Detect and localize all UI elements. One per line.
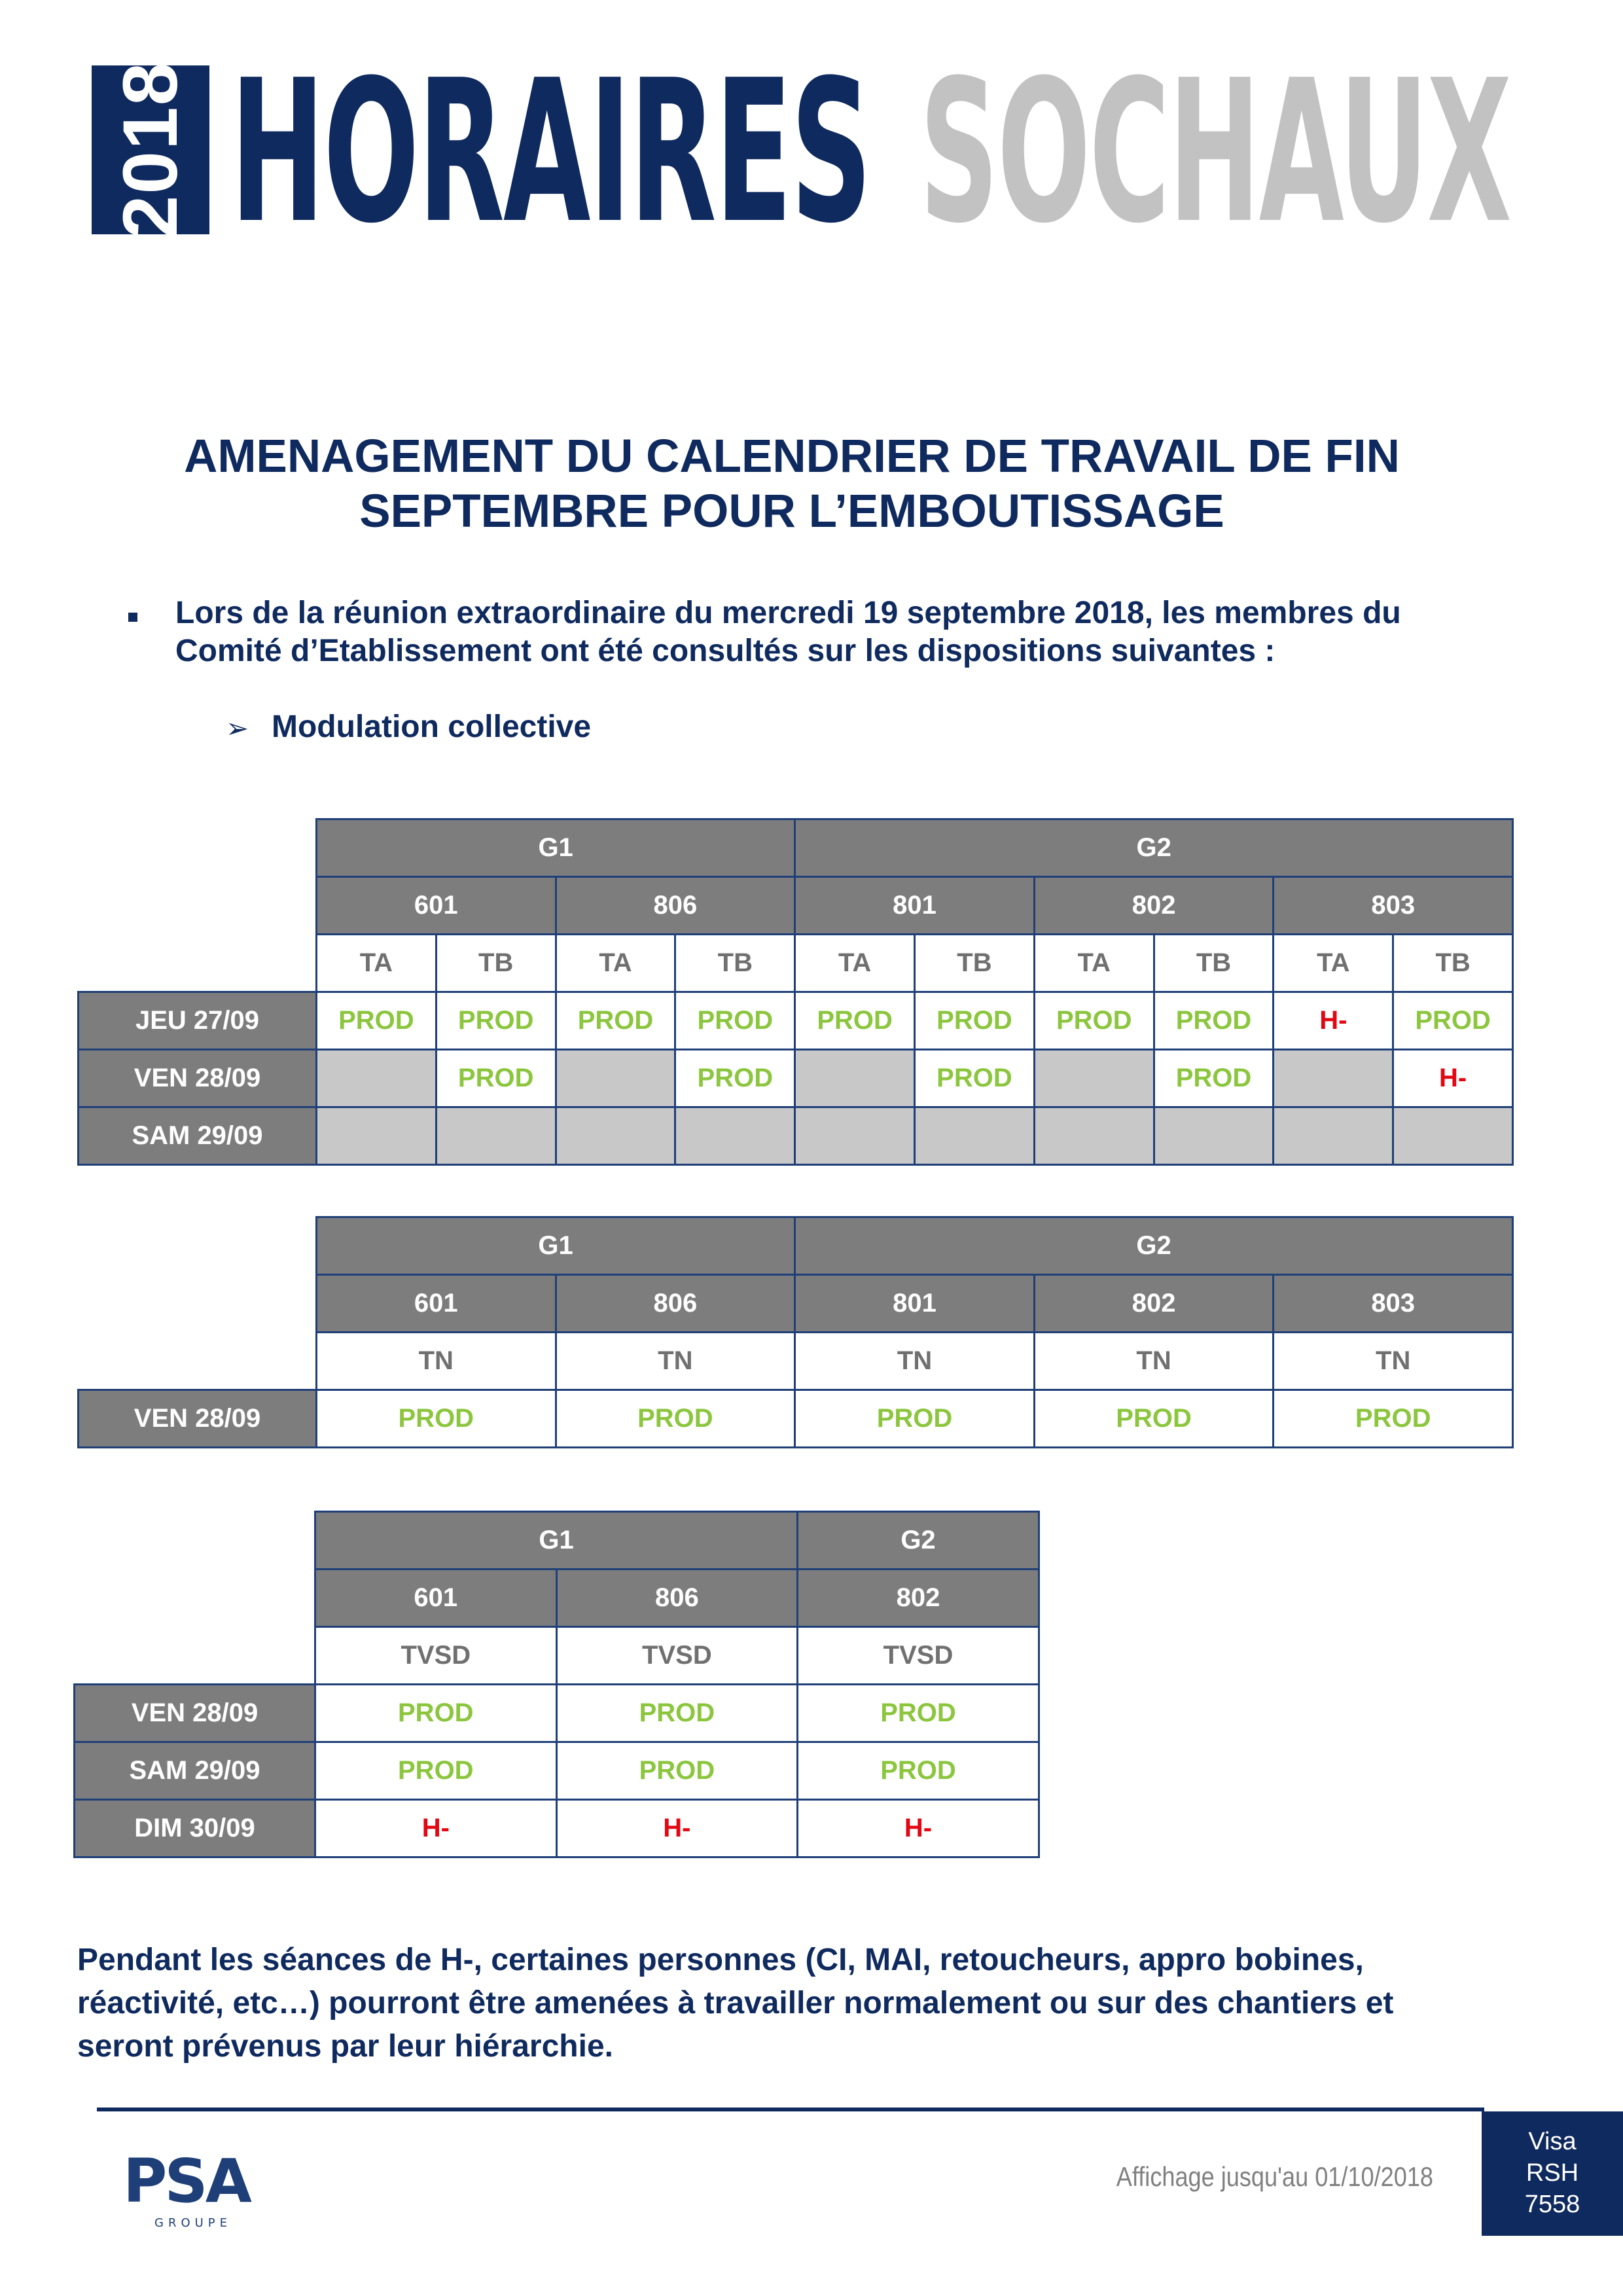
schedule-table-night-shift (77, 1216, 1514, 1448)
visa-stamp (1482, 2111, 1623, 2236)
table-row (79, 1107, 1513, 1165)
table-row (79, 877, 1513, 935)
status-cell: PROD (1154, 1050, 1274, 1107)
off-cell (1034, 1050, 1154, 1107)
shift-code: TB (915, 935, 1035, 992)
status-cell: PROD (315, 1685, 557, 1742)
shift-code: TA (1274, 935, 1393, 992)
off-cell (317, 1107, 437, 1165)
schedule-table-weekend-shift (73, 1511, 1040, 1858)
blank-cell (75, 1570, 315, 1627)
status-cell: PROD (315, 1742, 557, 1800)
shift-code: TB (1154, 935, 1274, 992)
day-label: VEN 28/09 (79, 1390, 317, 1448)
shift-code: TA (795, 935, 915, 992)
title-sochaux: SOCHAUX (919, 38, 1510, 266)
square-bullet-icon (128, 613, 137, 622)
group-header: G1 (317, 819, 795, 877)
group-header: G1 (315, 1512, 798, 1570)
headline-line-1: AMENAGEMENT DU CALENDRIER DE TRAVAIL DE FIN (184, 431, 1400, 482)
shift-code: TN (795, 1333, 1035, 1390)
table-row (75, 1570, 1039, 1627)
off-cell (1034, 1107, 1154, 1165)
status-cell: PROD (556, 1742, 798, 1800)
schedule-table-day-shifts (77, 818, 1514, 1166)
year-badge (92, 61, 209, 239)
status-cell: PROD (1393, 992, 1513, 1050)
line-header: 806 (556, 1570, 798, 1627)
intro-line-1: Lors de la réunion extraordinaire du mercredi 19 septembre 2018, les membres du (175, 596, 1401, 630)
day-label: DIM 30/09 (75, 1800, 315, 1857)
table-row (75, 1512, 1039, 1570)
status-cell: PROD (556, 1685, 798, 1742)
line-header: 802 (1034, 1275, 1274, 1333)
blank-cell (79, 1217, 317, 1275)
table-row (79, 992, 1513, 1050)
psa-logo-text: PSA (123, 2153, 249, 2216)
table-row (79, 1217, 1513, 1275)
off-cell (1393, 1107, 1513, 1165)
off-cell (795, 1107, 915, 1165)
off-cell (915, 1107, 1035, 1165)
blank-cell (79, 1275, 317, 1333)
status-cell: PROD (798, 1742, 1039, 1800)
title-horaires: HORAIRES (230, 38, 871, 266)
status-cell: H- (315, 1800, 557, 1857)
line-header: 803 (1274, 1275, 1513, 1333)
intro-line-2: Comité d’Etablissement ont été consultés sur les dispositions suivantes : (175, 634, 1275, 668)
status-cell: PROD (317, 1390, 556, 1448)
table-row (75, 1742, 1039, 1800)
line-header: 803 (1274, 877, 1513, 935)
psa-logo-subtext: GROUPE (154, 2216, 232, 2230)
status-cell: PROD (798, 1685, 1039, 1742)
shift-code: TB (675, 935, 795, 992)
off-cell (1154, 1107, 1274, 1165)
off-cell (795, 1050, 915, 1107)
status-cell: PROD (675, 992, 795, 1050)
shift-code: TN (556, 1333, 795, 1390)
status-cell: PROD (556, 1390, 795, 1448)
visa-line-3: 7558 (1524, 2191, 1580, 2218)
day-label: JEU 27/09 (79, 992, 317, 1050)
shift-code: TVSD (315, 1627, 557, 1685)
line-header: 601 (315, 1570, 557, 1627)
line-header: 601 (317, 877, 556, 935)
day-label: SAM 29/09 (75, 1742, 315, 1800)
visa-line-1: Visa (1528, 2128, 1577, 2155)
shift-code: TVSD (556, 1627, 798, 1685)
off-cell (1274, 1107, 1393, 1165)
shift-code: TN (1274, 1333, 1513, 1390)
line-header: 801 (795, 877, 1035, 935)
line-header: 601 (317, 1275, 556, 1333)
year-label: 2018 (107, 61, 194, 239)
shift-code: TA (1034, 935, 1154, 992)
psa-logo (123, 2153, 267, 2232)
display-until-notice: Affichage jusqu'au 01/10/2018 (1116, 2161, 1433, 2192)
line-header: 802 (1034, 877, 1274, 935)
table-row (79, 1275, 1513, 1333)
status-cell: PROD (795, 992, 915, 1050)
arrow-bullet-icon: ➢ (226, 713, 249, 744)
status-cell: PROD (915, 992, 1035, 1050)
table-row (79, 935, 1513, 992)
line-header: 801 (795, 1275, 1035, 1333)
off-cell (556, 1050, 675, 1107)
status-cell: PROD (436, 1050, 556, 1107)
table-row (75, 1800, 1039, 1857)
blank-cell (79, 935, 317, 992)
blank-cell (79, 1333, 317, 1390)
status-cell: PROD (675, 1050, 795, 1107)
note-line-2: réactivité, etc…) pourront être amenées à travailler normalement ou sur des chantiers et (77, 1986, 1394, 2020)
shift-code: TN (1034, 1333, 1274, 1390)
off-cell (1274, 1050, 1393, 1107)
table-row (79, 819, 1513, 877)
day-label: VEN 28/09 (79, 1050, 317, 1107)
shift-code: TN (317, 1333, 556, 1390)
shift-code: TB (1393, 935, 1513, 992)
off-cell (317, 1050, 437, 1107)
table-row (75, 1627, 1039, 1685)
visa-line-2: RSH (1525, 2159, 1579, 2187)
group-header: G1 (317, 1217, 795, 1275)
status-cell: PROD (795, 1390, 1035, 1448)
headline (79, 429, 1505, 539)
status-cell: PROD (1274, 1390, 1513, 1448)
line-header: 806 (556, 1275, 795, 1333)
group-header: G2 (798, 1512, 1039, 1570)
status-cell: H- (1393, 1050, 1513, 1107)
day-label: SAM 29/09 (79, 1107, 317, 1165)
status-cell: PROD (1034, 992, 1154, 1050)
status-cell: PROD (1034, 1390, 1274, 1448)
line-header: 806 (556, 877, 795, 935)
table-row (75, 1685, 1039, 1742)
status-cell: H- (1274, 992, 1393, 1050)
h-minus-note (77, 1939, 1543, 2068)
group-header: G2 (795, 819, 1513, 877)
table-row (79, 1390, 1513, 1448)
note-line-1: Pendant les séances de H-, certaines personnes (CI, MAI, retoucheurs, appro bobines, (77, 1943, 1364, 1977)
intro-paragraph (175, 594, 1517, 670)
table-row (79, 1050, 1513, 1107)
headline-line-2: SEPTEMBRE POUR L’EMBOUTISSAGE (359, 486, 1224, 537)
status-cell: PROD (915, 1050, 1035, 1107)
table-row (79, 1333, 1513, 1390)
blank-cell (79, 877, 317, 935)
group-header: G2 (795, 1217, 1513, 1275)
subheading-modulation: Modulation collective (272, 709, 592, 744)
blank-cell (75, 1512, 315, 1570)
off-cell (556, 1107, 675, 1165)
status-cell: H- (798, 1800, 1039, 1857)
shift-code: TVSD (798, 1627, 1039, 1685)
off-cell (675, 1107, 795, 1165)
line-header: 802 (798, 1570, 1039, 1627)
off-cell (436, 1107, 556, 1165)
note-line-3: seront prévenus par leur hiérarchie. (77, 2029, 613, 2064)
status-cell: H- (556, 1800, 798, 1857)
status-cell: PROD (317, 992, 437, 1050)
status-cell: PROD (556, 992, 675, 1050)
shift-code: TA (556, 935, 675, 992)
shift-code: TA (317, 935, 437, 992)
blank-cell (79, 819, 317, 877)
blank-cell (75, 1627, 315, 1685)
status-cell: PROD (436, 992, 556, 1050)
status-cell: PROD (1154, 992, 1274, 1050)
shift-code: TB (436, 935, 556, 992)
day-label: VEN 28/09 (75, 1685, 315, 1742)
footer-divider (97, 2108, 1484, 2111)
